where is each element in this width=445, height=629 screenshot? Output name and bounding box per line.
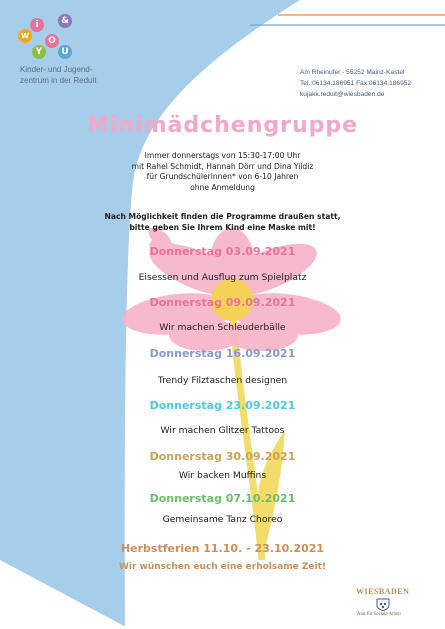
schedule-event-3: Trendy Filztaschen designen [157, 375, 288, 386]
schedule-date-1: Donnerstag 03.09.2021 [149, 245, 296, 258]
intro-registration: ohne Anmeldung [190, 182, 255, 192]
schedule-date-6: Donnerstag 07.10.2021 [149, 492, 296, 505]
schedule-event-1: Eisessen und Ausflug zum Spielplatz [138, 272, 307, 283]
schedule-date-5: Donnerstag 30.09.2021 [149, 450, 296, 463]
logo-letter-y: Y [32, 45, 46, 59]
logo-letter-w: w [18, 29, 32, 43]
schedule-date-2: Donnerstag 09.09.2021 [149, 296, 296, 309]
notice-line-1: Nach Möglichkeit finden die Programme draußen statt, [104, 212, 341, 221]
contact-address: Am Rheinufer - 55252 Mainz-Kastel [300, 69, 405, 76]
intro-team: mit Rahel Schmidt, Hannah Dörr und Dina Yildiz [131, 161, 314, 171]
schedule-event-2: Wir machen Schleuderbälle [159, 322, 286, 333]
holiday-wish: Wir wünschen euch eine erholsame Zeit! [118, 562, 327, 572]
organization-line-1: Kinder- und Jugend- [20, 65, 93, 74]
wiesbaden-crest-icon [376, 598, 390, 611]
schedule-event-6: Gemeinsame Tanz Choreo [162, 514, 283, 525]
contact-block [300, 67, 411, 100]
organization-name [20, 64, 96, 86]
wiesbaden-department: Amt für Soziale Arbeit [357, 612, 401, 617]
organization-line-2: zentrum in der Reduit [20, 76, 97, 85]
schedule-date-4: Donnerstag 23.09.2021 [149, 399, 296, 412]
intro-audience: für Grundschülerinnen* von 6-10 Jahren [146, 172, 299, 181]
logo-letter-i: i [30, 18, 44, 32]
contact-phone: Tel.:06134.186951 Fax:06134.186952 [300, 80, 412, 87]
notice-line-2: bitte geben Sie Ihrem Kind eine Maske mit! [129, 222, 316, 232]
notice-block [0, 212, 445, 233]
logo-letter-o: O [45, 34, 59, 48]
logo-letter-amp: & [58, 14, 72, 28]
page-title: Minimädchengruppe [86, 113, 359, 138]
schedule-event-4: Wir machen Glitzer Tattoos [160, 425, 285, 436]
wiesbaden-wordmark: WIESBADEN [356, 587, 410, 596]
schedule-event-5: Wir backen Muffins [178, 470, 267, 481]
holiday-notice: Herbstferien 11.10. - 23.10.2021 [120, 542, 325, 555]
logo-letter-u: U [58, 45, 72, 59]
schedule-date-3: Donnerstag 16.09.2021 [149, 347, 296, 360]
contact-email[interactable]: kujakk.reduit@wiesbaden.de [300, 91, 385, 98]
intro-time: Immer donnerstags von 15:30-17:00 Uhr [144, 151, 301, 160]
intro-block [0, 151, 445, 193]
